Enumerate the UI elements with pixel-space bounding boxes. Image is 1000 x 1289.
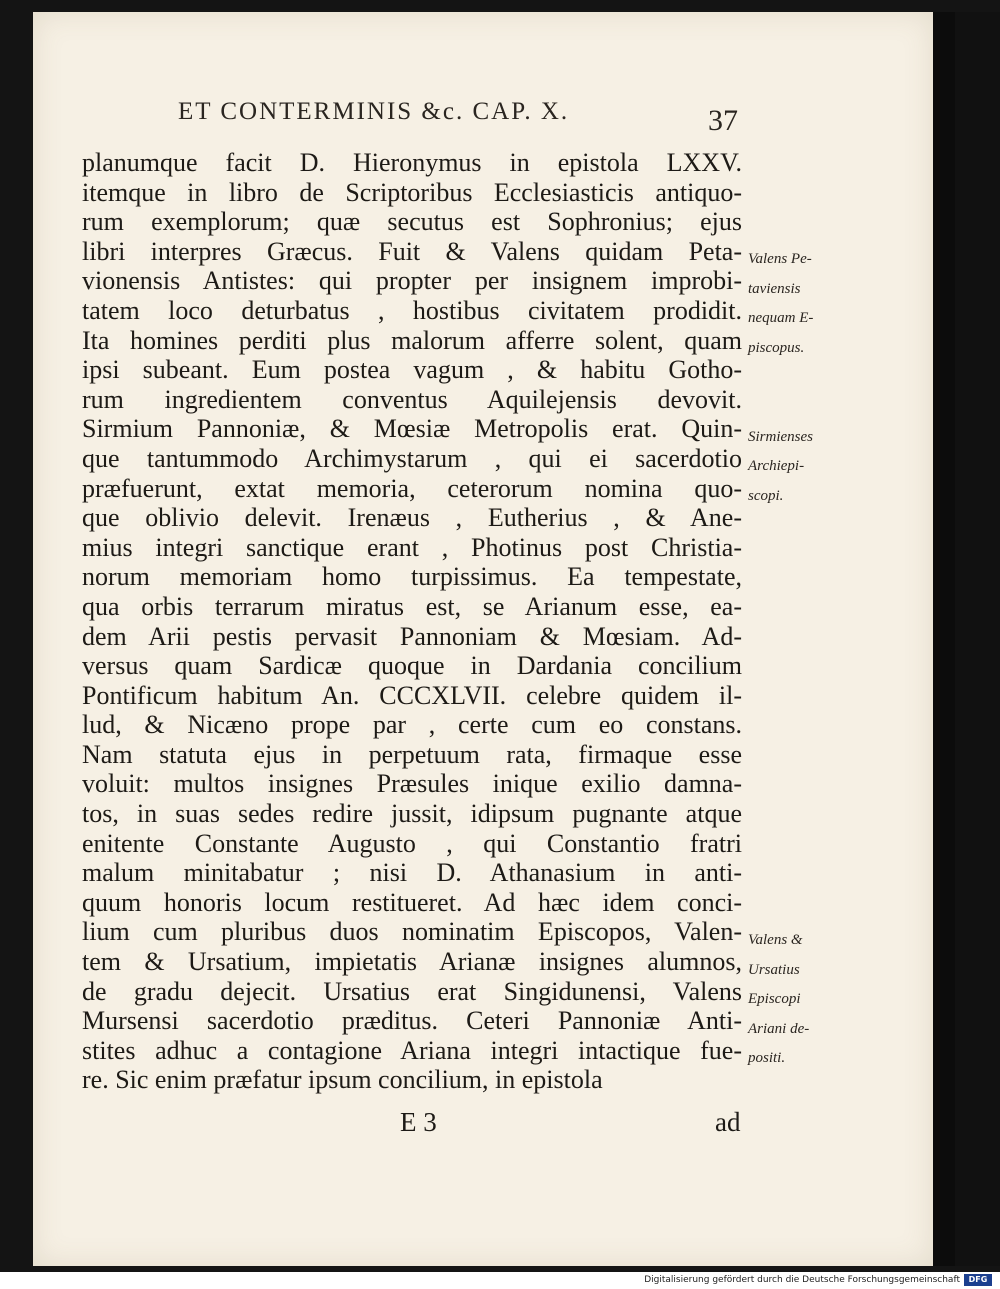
text-line: lium cum pluribus duos nominatim Episcopos, Valen- (82, 917, 742, 947)
text-line: tatem loco deturbatus , hostibus civitatem prodidit. (82, 295, 742, 325)
scan-border (955, 12, 1000, 1266)
text-line: rum ingredientem conventus Aquilejensis devovit. (82, 384, 742, 414)
text-line: voluit: multos insignes Præsules inique exilio damna- (82, 769, 742, 799)
text-line: Sirmium Pannoniæ, & Mœsiæ Metropolis erat. Quin- (82, 414, 742, 444)
text-line: re. Sic enim præfatur ipsum concilium, in epistola (82, 1065, 603, 1095)
text-line: tos, in suas sedes redire jussit, idipsum pugnante atque (82, 799, 742, 829)
marginal-note: piscopus. (748, 340, 805, 356)
text-line: versus quam Sardicæ quoque in Dardania concilium (82, 651, 742, 681)
text-line: rum exemplorum; quæ secutus est Sophronius; ejus (82, 207, 742, 237)
marginal-note: Ariani de- (748, 1021, 810, 1037)
body-text (82, 148, 742, 1095)
page-edge-shadow (933, 12, 955, 1266)
text-line: lud, & Nicæno prope par , certe cum eo constans. (82, 710, 742, 740)
text-line: mius integri sanctique erant , Photinus post Christia- (82, 532, 742, 562)
text-line: Pontificum habitum An. CCCXLVII. celebre quidem il- (82, 680, 742, 710)
signature-mark: E 3 (400, 1107, 437, 1137)
text-line: libri interpres Græcus. Fuit & Valens quidam Peta- (82, 236, 742, 266)
text-line: que tantummodo Archimystarum , qui ei sacerdotio (82, 443, 742, 473)
catchword: ad (715, 1107, 741, 1137)
text-line: Ita homines perditi plus malorum afferre solent, quam (82, 325, 742, 355)
text-line: qua orbis terrarum miratus est, se Arianum esse, ea- (82, 591, 742, 621)
text-line: vionensis Antistes: qui propter per insignem improbi- (82, 266, 742, 296)
text-line: enitente Constante Augusto , qui Constantio fratri (82, 828, 742, 858)
text-line: que oblivio delevit. Irenæus , Eutherius , & Ane- (82, 503, 742, 533)
marginal-note: nequam E- (748, 310, 814, 326)
marginal-note: scopi. (748, 488, 784, 504)
digitization-credit: Digitalisierung gefördert durch die Deutsche Forschungsgemeinschaft (644, 1275, 960, 1285)
text-line: stites adhuc a contagione Ariana integri intactique fue- (82, 1035, 742, 1065)
dfg-logo: DFG (964, 1274, 992, 1286)
text-line: norum memoriam homo turpissimus. Ea tempestate, (82, 562, 742, 592)
marginal-note: Episcopi (748, 991, 801, 1007)
text-line: ipsi subeant. Eum postea vagum , & habitu Gotho- (82, 355, 742, 385)
page-number: 37 (708, 104, 738, 137)
marginal-note: Sirmienses (748, 429, 813, 445)
text-line: malum minitabatur ; nisi D. Athanasium in anti- (82, 858, 742, 888)
text-line: tem & Ursatium, impietatis Arianæ insignes alumnos, (82, 947, 742, 977)
marginal-note: positi. (748, 1050, 786, 1066)
text-line: præfuerunt, extat memoria, ceterorum nomina quo- (82, 473, 742, 503)
text-line: Nam statuta ejus in perpetuum rata, firmaque esse (82, 739, 742, 769)
marginal-note: Valens Pe- (748, 251, 812, 267)
marginal-note: Archiepi- (748, 458, 805, 474)
text-line: de gradu dejecit. Ursatius erat Singidunensi, Valens (82, 976, 742, 1006)
marginal-note: Valens & (748, 932, 803, 948)
text-line: quum honoris locum restitueret. Ad hæc idem conci- (82, 887, 742, 917)
text-line: dem Arii pestis pervasit Pannoniam & Mœsiam. Ad- (82, 621, 742, 651)
running-head: ET CONTERMINIS &c. CAP. X. (178, 98, 570, 125)
marginal-note: Ursatius (748, 962, 800, 978)
text-line: itemque in libro de Scriptoribus Ecclesiasticis antiquo- (82, 177, 742, 207)
marginal-note: taviensis (748, 281, 801, 297)
text-line: Mursensi sacerdotio præditus. Ceteri Pannoniæ Anti- (82, 1006, 742, 1036)
text-line: planumque facit D. Hieronymus in epistola LXXV. (82, 148, 742, 177)
